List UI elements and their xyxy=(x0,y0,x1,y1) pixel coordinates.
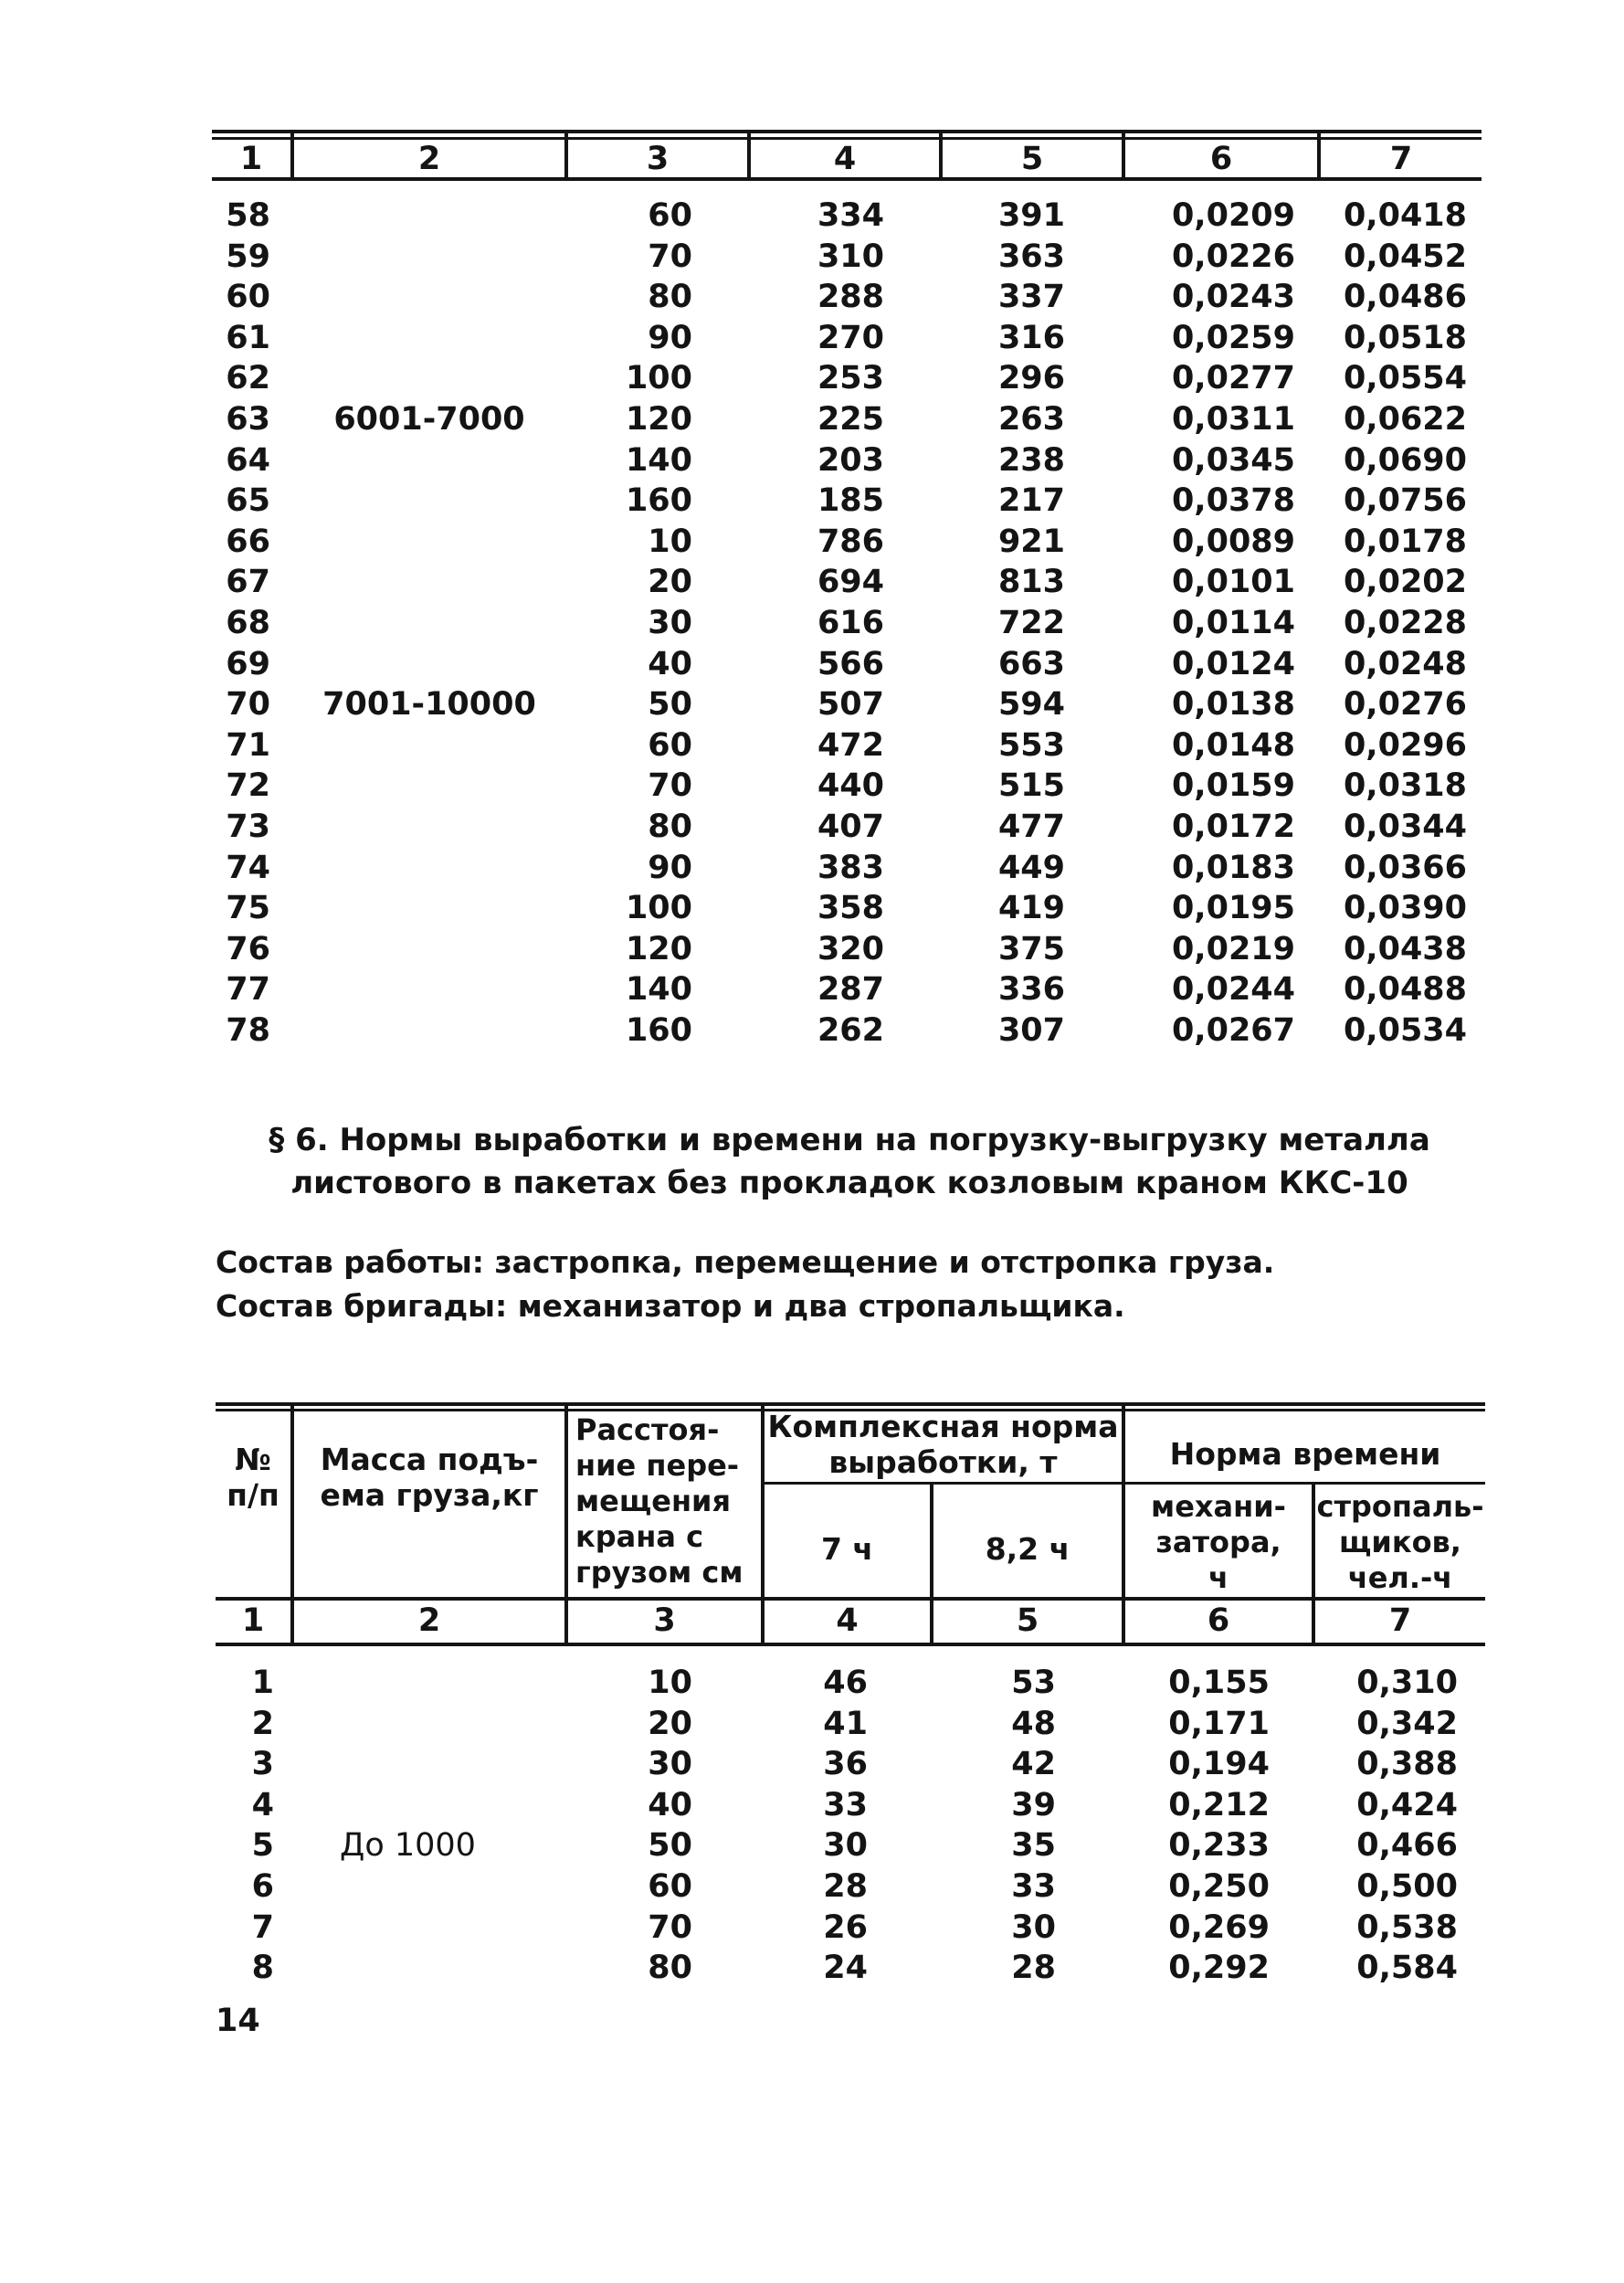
table1-colnum: 1 xyxy=(239,141,263,177)
table1-cell: 0,0311 xyxy=(1171,401,1295,438)
header-mass-line2: ема груза,кг xyxy=(320,1477,539,1513)
table1-cell: 90 xyxy=(648,319,692,356)
table2-cell: 0,500 xyxy=(1356,1868,1458,1905)
table1-top-rule xyxy=(212,130,1482,133)
table1-cell: 0,0195 xyxy=(1171,890,1295,927)
table2-cell: 53 xyxy=(1011,1665,1056,1701)
table1-colnum: 7 xyxy=(1389,141,1413,177)
table1-cell: 0,0452 xyxy=(1343,238,1467,275)
table2-cell: 0,233 xyxy=(1168,1827,1270,1865)
table1-cell: 58 xyxy=(226,197,270,234)
table1-cell: 68 xyxy=(226,605,270,641)
header-sling-line1: стропаль- xyxy=(1316,1489,1484,1524)
table1-cell: 477 xyxy=(997,809,1065,845)
table1-cell: 30 xyxy=(648,605,692,641)
table2-cell: 20 xyxy=(648,1705,692,1742)
table1-cell: 0,0296 xyxy=(1343,726,1467,764)
header-distance-line5: грузом см xyxy=(575,1555,743,1590)
table1-cell: 76 xyxy=(226,930,270,967)
table2-cell: 26 xyxy=(823,1908,868,1946)
table2-cell: 33 xyxy=(823,1786,868,1823)
table1-cell: 0,0488 xyxy=(1343,971,1467,1009)
table1-cell: 0,0318 xyxy=(1343,767,1467,805)
table1-cell: 0,0089 xyxy=(1171,523,1295,560)
table2-cell: 0,212 xyxy=(1168,1786,1270,1823)
table1-cell: 263 xyxy=(997,401,1065,438)
table1-cell: 77 xyxy=(226,971,270,1009)
header-mass-line1: Масса подъ- xyxy=(320,1442,539,1477)
table2-colnum: 6 xyxy=(1207,1602,1230,1639)
table1-cell: 288 xyxy=(817,279,884,316)
composition-work: Состав работы: застропка, перемещение и отстропка груза. xyxy=(216,1244,1275,1280)
table2-cell: 0,194 xyxy=(1168,1746,1270,1783)
table2-colnum: 2 xyxy=(417,1602,441,1639)
table1-cell: 786 xyxy=(817,523,884,560)
header-sling-line3: чел.-ч xyxy=(1347,1560,1453,1595)
table1-cell: 140 xyxy=(625,441,692,479)
table2-cell: 80 xyxy=(648,1950,692,1987)
table1-cell: 0,0178 xyxy=(1343,523,1467,560)
table1-cell: 0,0209 xyxy=(1171,197,1295,234)
table1-cell: 0,0344 xyxy=(1343,809,1467,845)
table1-cell: 78 xyxy=(226,1012,270,1049)
table1-cell: 0,0138 xyxy=(1171,686,1295,724)
table2-cell: 33 xyxy=(1011,1868,1056,1905)
header-distance-line2: ние пере- xyxy=(575,1448,740,1483)
table1-cell: 90 xyxy=(648,849,692,886)
table1-cell: 120 xyxy=(625,401,692,438)
table1-cell: 71 xyxy=(226,726,270,764)
table1-cell: 185 xyxy=(817,482,884,520)
header-no-line1: № xyxy=(235,1442,271,1477)
table1-colnum: 2 xyxy=(417,141,441,177)
table1-cell: 419 xyxy=(997,890,1065,927)
table1-cell: 63 xyxy=(226,401,270,438)
table2-cell: 39 xyxy=(1011,1786,1056,1823)
table1-cell: 70 xyxy=(648,238,692,275)
table1-mass-group: 7001-10000 xyxy=(322,686,536,724)
header-mech-line1: механи- xyxy=(1151,1489,1286,1524)
table1-cell: 74 xyxy=(226,849,270,886)
header-no-line2: п/п xyxy=(227,1477,279,1513)
table1-cell: 472 xyxy=(817,726,884,764)
header-mass xyxy=(294,1442,564,1513)
table1-cell: 0,0267 xyxy=(1171,1012,1295,1049)
table2-cell: 0,155 xyxy=(1168,1665,1270,1701)
header-mech-line3: ч xyxy=(1208,1560,1229,1595)
table1-cell: 507 xyxy=(817,686,884,724)
header-distance xyxy=(575,1412,758,1591)
table2-cell: 36 xyxy=(823,1746,868,1783)
table2-cell: 50 xyxy=(648,1827,692,1865)
table1-cell: 0,0518 xyxy=(1343,319,1467,356)
table1-cell: 0,0438 xyxy=(1343,930,1467,967)
header-sling-line2: щиков, xyxy=(1339,1525,1461,1559)
table1-cell: 0,0124 xyxy=(1171,645,1295,682)
header-complex-norm xyxy=(765,1409,1122,1480)
table1-cell: 663 xyxy=(997,645,1065,682)
table1-cell: 0,0183 xyxy=(1171,849,1295,886)
table1-cell: 375 xyxy=(997,930,1065,967)
table1-cell: 100 xyxy=(625,360,692,397)
table2-cell: 0,310 xyxy=(1356,1665,1458,1701)
table2-cell: 0,342 xyxy=(1356,1705,1458,1742)
table2-cell: 0,424 xyxy=(1356,1786,1458,1823)
table1-cell: 515 xyxy=(997,767,1065,805)
table1-cell: 59 xyxy=(226,238,270,275)
table1-cell: 65 xyxy=(226,482,270,520)
header-mech xyxy=(1125,1489,1312,1596)
table2-cell: 30 xyxy=(1011,1908,1056,1946)
header-8-2h: 8,2 ч xyxy=(985,1531,1070,1567)
table1-cell: 0,0259 xyxy=(1171,319,1295,356)
table2-cell: 5 xyxy=(251,1827,274,1865)
table2-cell: 28 xyxy=(1011,1950,1056,1987)
table1-cell: 553 xyxy=(997,726,1065,764)
table2-cell: 48 xyxy=(1011,1705,1056,1742)
table1-cell: 66 xyxy=(226,523,270,560)
table1-cell: 320 xyxy=(817,930,884,967)
table1-cell: 594 xyxy=(997,686,1065,724)
header-distance-line1: Расстоя- xyxy=(575,1412,720,1447)
table1-cell: 80 xyxy=(648,809,692,845)
table1-cell: 120 xyxy=(625,930,692,967)
table1-cell: 160 xyxy=(625,1012,692,1049)
table1-cell: 60 xyxy=(648,197,692,234)
table2-cell: 40 xyxy=(648,1786,692,1823)
table2-cell: 60 xyxy=(648,1868,692,1905)
table2-cell: 10 xyxy=(648,1665,692,1701)
table2-cell: 41 xyxy=(823,1705,868,1742)
table2-colnum: 1 xyxy=(241,1602,265,1639)
table1-cell: 64 xyxy=(226,441,270,479)
table1-cell: 0,0418 xyxy=(1343,197,1467,234)
table1-cell: 722 xyxy=(997,605,1065,641)
table1-cell: 0,0159 xyxy=(1171,767,1295,805)
table2-cell: 0,538 xyxy=(1356,1908,1458,1946)
table1-cell: 62 xyxy=(226,360,270,397)
table1-cell: 296 xyxy=(997,360,1065,397)
table2-cell: 8 xyxy=(251,1950,274,1987)
header-no xyxy=(216,1442,290,1513)
table1-cell: 67 xyxy=(226,564,270,601)
table1-cell: 287 xyxy=(817,971,884,1009)
table1-cell: 0,0554 xyxy=(1343,360,1467,397)
table1-cell: 337 xyxy=(997,279,1065,316)
table1-cell: 616 xyxy=(817,605,884,641)
table1-colnum: 4 xyxy=(833,141,857,177)
table2-cell: 0,269 xyxy=(1168,1908,1270,1946)
table1-cell: 70 xyxy=(648,767,692,805)
table1-cell: 60 xyxy=(226,279,270,316)
table1-cell: 0,0244 xyxy=(1171,971,1295,1009)
table1-cell: 60 xyxy=(648,726,692,764)
table1-cell: 140 xyxy=(625,971,692,1009)
table1-cell: 694 xyxy=(817,564,884,601)
table2-inner-rule xyxy=(764,1482,1485,1485)
table1-cell: 407 xyxy=(817,809,884,845)
table1-cell: 316 xyxy=(997,319,1065,356)
table1-cell: 358 xyxy=(817,890,884,927)
table1-cell: 20 xyxy=(648,564,692,601)
table1-cell: 449 xyxy=(997,849,1065,886)
table1-cell: 73 xyxy=(226,809,270,845)
table1-cell: 270 xyxy=(817,319,884,356)
table1-cell: 0,0390 xyxy=(1343,890,1467,927)
table1-cell: 0,0114 xyxy=(1171,605,1295,641)
table2-mass-group: До 1000 xyxy=(340,1827,476,1865)
table1-cell: 0,0219 xyxy=(1171,930,1295,967)
table1-cell: 0,0345 xyxy=(1171,441,1295,479)
table2-cell: 30 xyxy=(648,1746,692,1783)
table1-cell: 0,0486 xyxy=(1343,279,1467,316)
table2-cell: 4 xyxy=(251,1786,274,1823)
table1-cell: 160 xyxy=(625,482,692,520)
table2-colnum: 7 xyxy=(1388,1602,1412,1639)
table1-cell: 813 xyxy=(997,564,1065,601)
table2-cell: 2 xyxy=(251,1705,274,1742)
table2-cell: 70 xyxy=(648,1908,692,1946)
table1-cell: 0,0277 xyxy=(1171,360,1295,397)
composition-team: Состав бригады: механизатор и два стропальщика. xyxy=(216,1288,1125,1324)
table2-cell: 0,292 xyxy=(1168,1950,1270,1987)
table1-cell: 0,0172 xyxy=(1171,809,1295,845)
table1-cell: 225 xyxy=(817,401,884,438)
table1-cell: 0,0534 xyxy=(1343,1012,1467,1049)
table1-cell: 921 xyxy=(997,523,1065,560)
table2-cell: 28 xyxy=(823,1868,868,1905)
table1-cell: 217 xyxy=(997,482,1065,520)
table1-colnum: 6 xyxy=(1209,141,1233,177)
table1-cell: 0,0202 xyxy=(1343,564,1467,601)
table2-cell: 1 xyxy=(251,1665,274,1701)
table1-cell: 310 xyxy=(817,238,884,275)
table1-cell: 40 xyxy=(648,645,692,682)
table1-cell: 238 xyxy=(997,441,1065,479)
table2-cell: 0,388 xyxy=(1356,1746,1458,1783)
table2-cell: 46 xyxy=(823,1665,868,1701)
table1-mass-group: 6001-7000 xyxy=(333,401,525,438)
table1-cell: 50 xyxy=(648,686,692,724)
table1-colnum: 3 xyxy=(646,141,670,177)
table1-cell: 363 xyxy=(997,238,1065,275)
header-distance-line3: мещения xyxy=(575,1484,732,1518)
table2-cell: 30 xyxy=(823,1827,868,1865)
table1-cell: 72 xyxy=(226,767,270,805)
table1-cell: 69 xyxy=(226,645,270,682)
table2-cell: 0,584 xyxy=(1356,1950,1458,1987)
table1-cell: 10 xyxy=(648,523,692,560)
section-title-line2: листового в пакетах без прокладок козловым краном ККС-10 xyxy=(290,1165,1408,1201)
table1-cell: 0,0276 xyxy=(1343,686,1467,724)
table1-cell: 0,0378 xyxy=(1171,482,1295,520)
table2-cell: 0,171 xyxy=(1168,1705,1270,1742)
table1-cell: 0,0243 xyxy=(1171,279,1295,316)
header-7h: 7 ч xyxy=(820,1531,874,1567)
table1-cell: 336 xyxy=(997,971,1065,1009)
table1-cell: 334 xyxy=(817,197,884,234)
table1-colnum: 5 xyxy=(1020,141,1044,177)
table1-cell: 0,0101 xyxy=(1171,564,1295,601)
table1-cell: 0,0226 xyxy=(1171,238,1295,275)
table1-cell: 0,0690 xyxy=(1343,441,1467,479)
table2-top-rule xyxy=(216,1402,1485,1406)
table1-cell: 0,0366 xyxy=(1343,849,1467,886)
page-number: 14 xyxy=(216,2003,260,2039)
table1-cell: 0,0756 xyxy=(1343,482,1467,520)
table2-colnum: 3 xyxy=(653,1602,676,1639)
table1-cell: 391 xyxy=(997,197,1065,234)
header-complex-line2: выработки, т xyxy=(828,1444,1058,1480)
table2-colnum-bottom-rule xyxy=(216,1643,1485,1646)
table2-cell: 0,466 xyxy=(1356,1827,1458,1865)
table1-cell: 70 xyxy=(226,686,270,724)
header-time-norm: Норма времени xyxy=(1169,1436,1441,1472)
table2-cell: 24 xyxy=(823,1950,868,1987)
table2-colnum: 5 xyxy=(1016,1602,1039,1639)
table2-colnum: 4 xyxy=(836,1602,859,1639)
table1-cell: 80 xyxy=(648,279,692,316)
table1-cell: 566 xyxy=(817,645,884,682)
table1-cell: 0,0148 xyxy=(1171,726,1295,764)
table2-cell: 7 xyxy=(251,1908,274,1946)
table2-cell: 42 xyxy=(1011,1746,1056,1783)
header-complex-line1: Комплексная норма xyxy=(767,1409,1119,1444)
table1-cell: 61 xyxy=(226,319,270,356)
table2-cell: 3 xyxy=(251,1746,274,1783)
table1-cell: 383 xyxy=(817,849,884,886)
table2-cell: 6 xyxy=(251,1868,274,1905)
table1-cell: 0,0622 xyxy=(1343,401,1467,438)
table1-cell: 100 xyxy=(625,890,692,927)
table1-cell: 307 xyxy=(997,1012,1065,1049)
table2-cell: 35 xyxy=(1011,1827,1056,1865)
table1-cell: 0,0228 xyxy=(1343,605,1467,641)
header-distance-line4: крана с xyxy=(575,1519,704,1554)
table1-cell: 253 xyxy=(817,360,884,397)
table1-cell: 203 xyxy=(817,441,884,479)
table1-cell: 440 xyxy=(817,767,884,805)
header-sling xyxy=(1315,1489,1485,1596)
table1-cell: 75 xyxy=(226,890,270,927)
table2-cell: 0,250 xyxy=(1168,1868,1270,1905)
header-mech-line2: затора, xyxy=(1155,1525,1281,1559)
section-title-line1: § 6. Нормы выработки и времени на погрузку-выгрузку металла xyxy=(269,1122,1430,1158)
table1-cell: 262 xyxy=(817,1012,884,1049)
table1-cell: 0,0248 xyxy=(1343,645,1467,682)
